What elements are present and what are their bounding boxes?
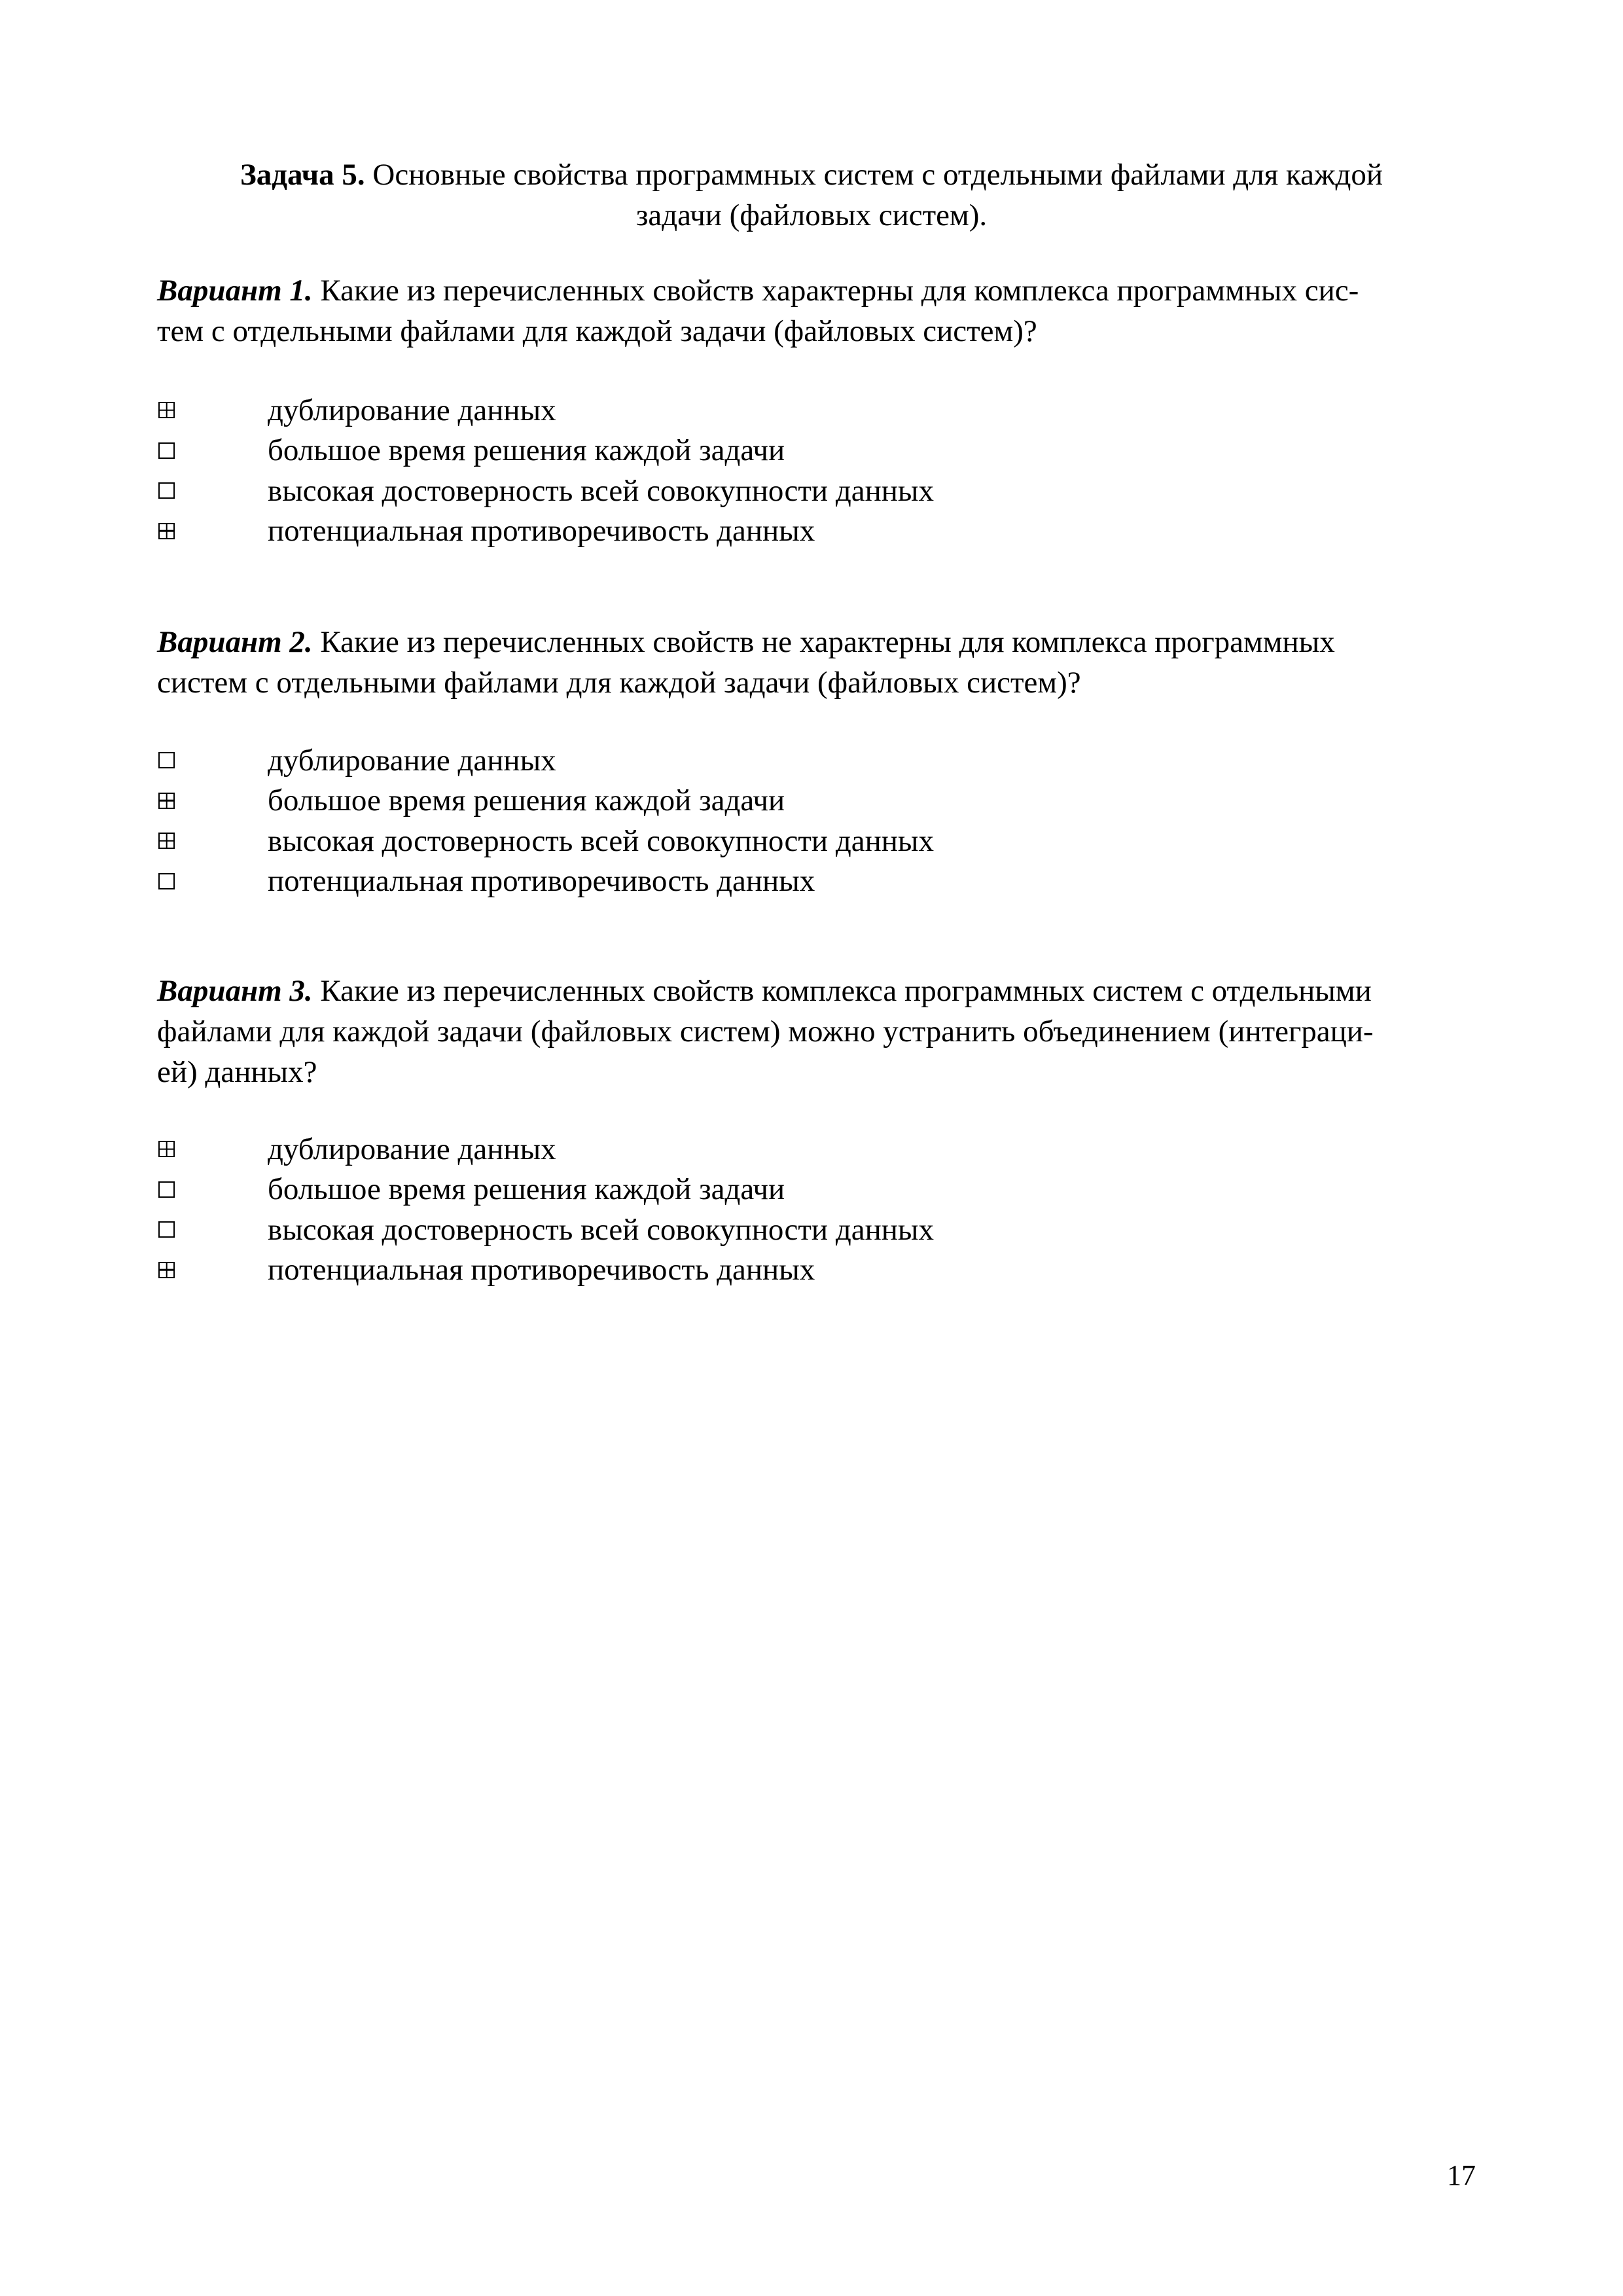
variant-question — [157, 971, 1466, 1092]
answer-option — [157, 390, 1466, 431]
variant-question-line-1: Какие из перечисленных свойств характерны для комплекса программных сис- — [312, 274, 1359, 308]
answer-option — [157, 1129, 1466, 1170]
answer-option — [157, 821, 1466, 861]
answer-option — [157, 740, 1466, 781]
variant-label: Вариант 3. — [157, 974, 313, 1008]
variant-question — [157, 622, 1466, 703]
answer-option — [157, 431, 1466, 471]
page-number: 17 — [1447, 2159, 1476, 2191]
variant-question-line-1: Какие из перечисленных свойств не характерны для комплекса программных — [312, 625, 1335, 659]
variant-question-line-2: тем с отдельными файлами для каждой задачи (файловых систем)? — [157, 314, 1037, 348]
checkbox-icon[interactable] — [158, 1221, 175, 1238]
task-heading — [157, 154, 1466, 236]
answer-option-text: большое время решения каждой задачи — [268, 1172, 785, 1207]
variant-3 — [157, 971, 1466, 1290]
answer-option — [157, 471, 1466, 511]
task-title-line-1: Основные свойства программных систем с отдельными файлами для каждой — [365, 158, 1383, 192]
variant-question — [157, 270, 1466, 351]
answer-option-text: дублирование данных — [268, 1132, 556, 1166]
answer-option-text: высокая достоверность всей совокупности данных — [268, 823, 934, 858]
answer-option-text: дублирование данных — [268, 393, 556, 427]
answer-option-text: потенциальная противоречивость данных — [268, 1253, 815, 1287]
variant-label: Вариант 1. — [157, 274, 313, 308]
answer-option — [157, 781, 1466, 821]
checkbox-icon[interactable] — [158, 873, 175, 889]
checkbox-icon[interactable] — [158, 1181, 175, 1198]
checkbox-icon[interactable] — [158, 523, 175, 539]
task-title-line-2: задачи (файловых систем). — [635, 198, 988, 232]
variant-question-line-2: файлами для каждой задачи (файловых систем) можно устранить объединением (интеграци- — [157, 1014, 1374, 1049]
answer-options — [157, 390, 1466, 551]
answer-option-text: дублирование данных — [268, 743, 556, 778]
answer-option-text: высокая достоверность всей совокупности данных — [268, 1212, 934, 1247]
answer-options — [157, 1129, 1466, 1290]
answer-options — [157, 740, 1466, 901]
checkbox-icon[interactable] — [158, 752, 175, 768]
checkbox-icon[interactable] — [158, 482, 175, 499]
task-label: Задача 5. — [240, 158, 365, 192]
answer-option-text: высокая достоверность всей совокупности данных — [268, 473, 934, 508]
answer-option — [157, 1250, 1466, 1291]
answer-option-text: потенциальная противоречивость данных — [268, 514, 815, 548]
answer-option-text: большое время решения каждой задачи — [268, 433, 785, 468]
answer-option-text: потенциальная противоречивость данных — [268, 864, 815, 899]
task-heading-line-1 — [157, 154, 1466, 195]
variant-question-line-1: Какие из перечисленных свойств комплекса программных систем с отдельными — [312, 974, 1372, 1008]
answer-option — [157, 861, 1466, 902]
variant-1 — [157, 270, 1466, 551]
checkbox-icon[interactable] — [158, 402, 175, 418]
variant-2 — [157, 622, 1466, 901]
checkbox-icon[interactable] — [158, 833, 175, 849]
answer-option — [157, 1210, 1466, 1250]
checkbox-icon[interactable] — [158, 1262, 175, 1278]
answer-option — [157, 511, 1466, 552]
checkbox-icon[interactable] — [158, 442, 175, 459]
checkbox-icon[interactable] — [158, 1141, 175, 1157]
answer-option-text: большое время решения каждой задачи — [268, 783, 785, 818]
variant-label: Вариант 2. — [157, 625, 313, 659]
answer-option — [157, 1170, 1466, 1210]
variant-question-line-2: систем с отдельными файлами для каждой задачи (файловых систем)? — [157, 666, 1081, 700]
checkbox-icon[interactable] — [158, 793, 175, 809]
variant-question-line-3: ей) данных? — [157, 1055, 317, 1089]
